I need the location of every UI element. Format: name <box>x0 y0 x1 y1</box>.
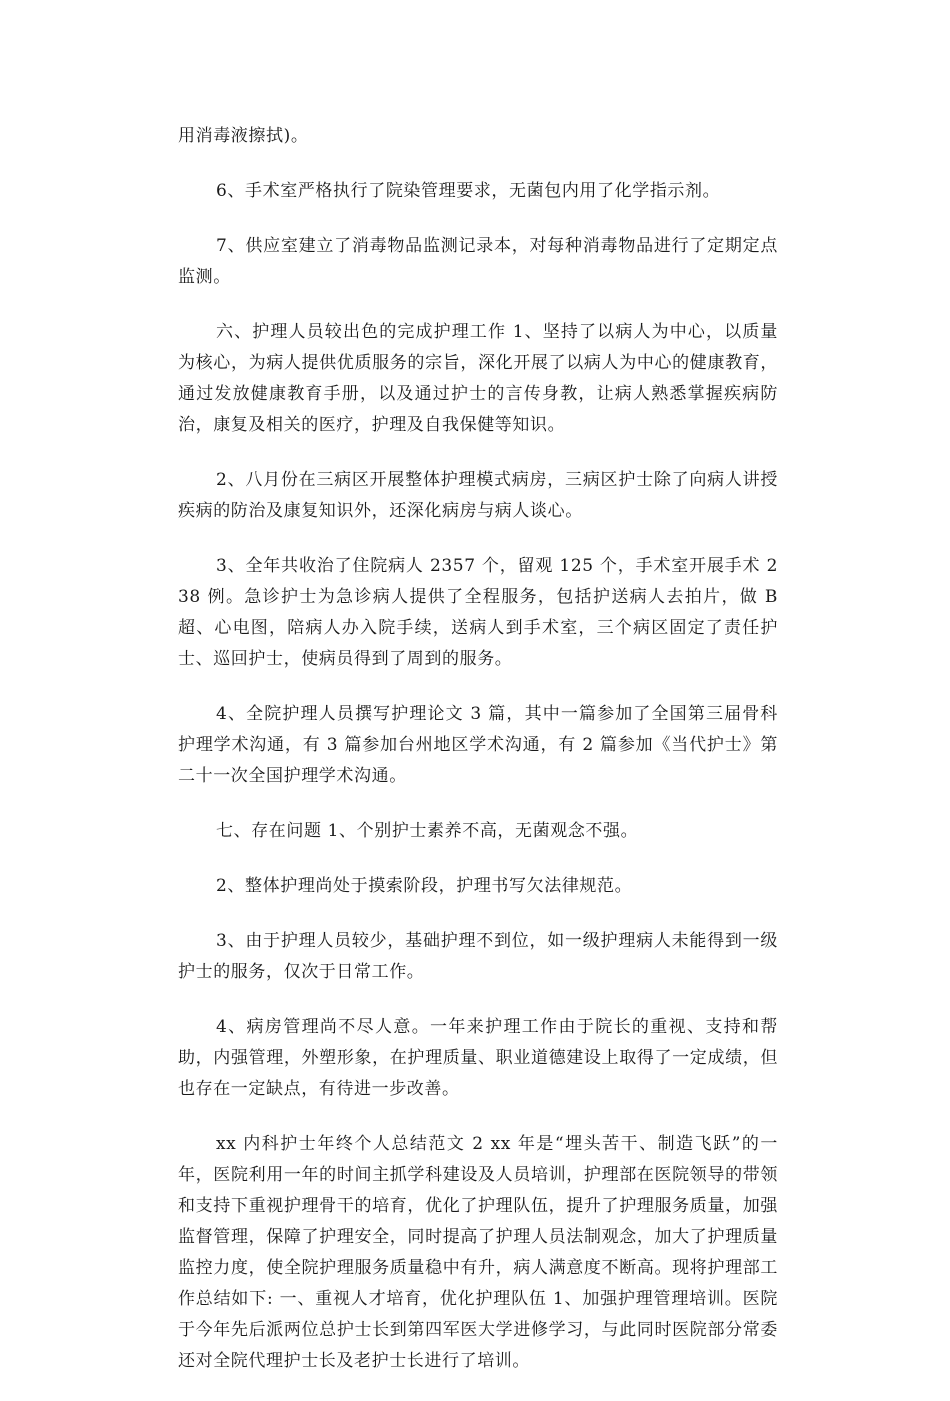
paragraph: 2、整体护理尚处于摸索阶段，护理书写欠法律规范。 <box>216 876 633 896</box>
paragraph: 七、存在问题 1、个别护士素养不高，无菌观念不强。 <box>216 821 639 841</box>
paragraph: 3、全年共收治了住院病人 2357 个，留观 125 个，手术室开展手术 238 例。急诊护士为急诊病人提供了全程服务，包括护送病人去拍片，做 B 超、心电图，陪病人办入院手续，送病人到手术室，三个病区固定了责任护士、巡回护士，使病员得到了周到的服务。 <box>178 556 778 669</box>
paragraph: 2、八月份在三病区开展整体护理模式病房，三病区护士除了向病人讲授疾病的防治及康复知识外，还深化病房与病人谈心。 <box>178 470 778 521</box>
paragraph: 3、由于护理人员较少，基础护理不到位，如一级护理病人未能得到一级护士的服务，仅次于日常工作。 <box>178 931 778 982</box>
paragraph: 6、手术室严格执行了院染管理要求，无菌包内用了化学指示剂。 <box>216 181 721 201</box>
paragraph: 用消毒液擦拭)。 <box>178 126 309 146</box>
document-body <box>178 121 778 1401</box>
paragraph: 4、全院护理人员撰写护理论文 3 篇，其中一篇参加了全国第三届骨科护理学术沟通，有 3 篇参加台州地区学术沟通，有 2 篇参加《当代护士》第二十一次全国护理学术沟通。 <box>178 704 778 786</box>
paragraph: 7、供应室建立了消毒物品监测记录本，对每种消毒物品进行了定期定点监测。 <box>178 236 778 287</box>
paragraph: 4、病房管理尚不尽人意。一年来护理工作由于院长的重视、支持和帮助，内强管理，外塑形象，在护理质量、职业道德建设上取得了一定成绩，但也存在一定缺点，有待进一步改善。 <box>178 1017 778 1099</box>
paragraph: 六、护理人员较出色的完成护理工作 1、坚持了以病人为中心，以质量为核心，为病人提供优质服务的宗旨，深化开展了以病人为中心的健康教育，通过发放健康教育手册，以及通过护士的言传身教，让病人熟悉掌握疾病防治，康复及相关的医疗，护理及自我保健等知识。 <box>178 322 778 435</box>
paragraph: xx 内科护士年终个人总结范文 2 xx 年是“埋头苦干、制造飞跃”的一年，医院利用一年的时间主抓学科建设及人员培训，护理部在医院领导的带领和支持下重视护理骨干的培育，优化了护理队伍，提升了护理服务质量，加强监督管理，保障了护理安全，同时提高了护理人员法制观念，加大了护理质量监控力度，使全院护理服务质量稳中有升，病人满意度不断高。现将护理部工作总结如下: 一、重视人才培育，优化护理队伍 1、加强护理管理培训。医院于今年先后派两位总护士长到第四军医大学进修学习，与此同时医院部分常委还对全院代理护士长及老护士长进行了培训。 <box>178 1134 778 1371</box>
